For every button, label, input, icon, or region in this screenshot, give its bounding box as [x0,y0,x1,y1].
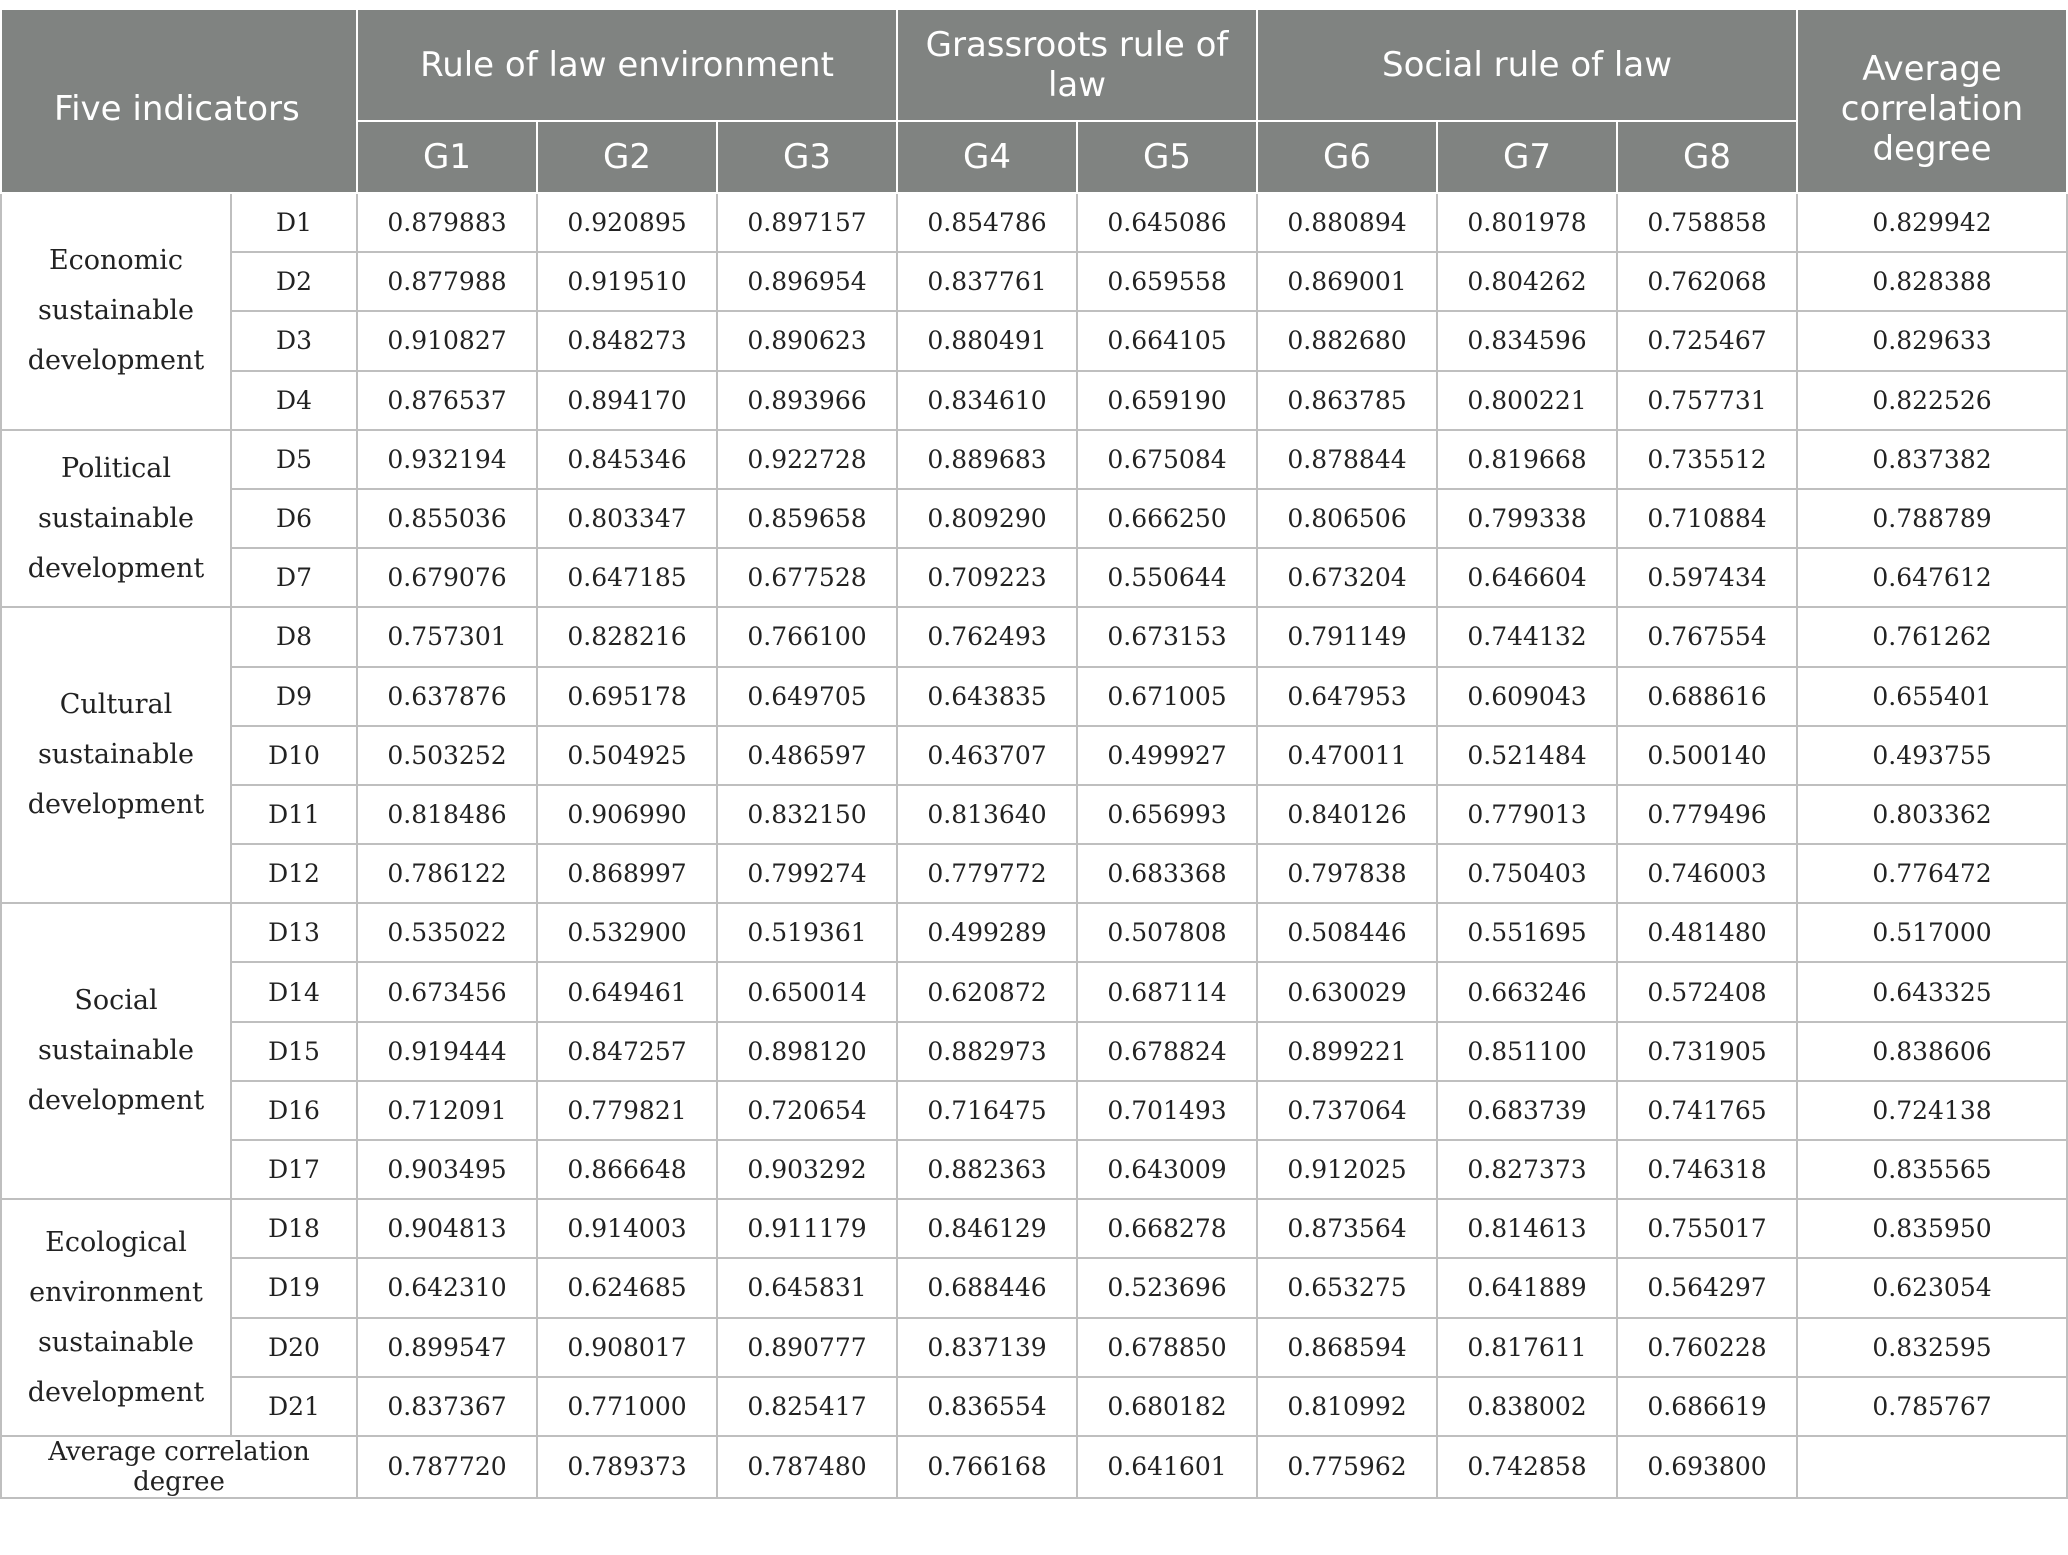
value-cell-g2: 0.920895 [537,193,717,252]
value-cell-g8: 0.686619 [1617,1377,1797,1436]
value-cell-g4: 0.837761 [897,252,1077,311]
value-cell-g3: 0.649705 [717,667,897,726]
footer-value-g6: 0.775962 [1257,1436,1437,1498]
indicator-code: D20 [231,1318,357,1377]
value-cell-g1: 0.679076 [357,548,537,607]
header-row-groups [1,9,2067,121]
value-cell-g6: 0.797838 [1257,844,1437,903]
indicator-code: D13 [231,903,357,962]
value-cell-g2: 0.848273 [537,311,717,370]
value-cell-g8: 0.731905 [1617,1022,1797,1081]
value-cell-g4: 0.762493 [897,607,1077,666]
row-average-cell: 0.517000 [1797,903,2067,962]
value-cell-g2: 0.914003 [537,1199,717,1258]
value-cell-g6: 0.873564 [1257,1199,1437,1258]
category-label: Cultural sustainable development [1,607,231,903]
table-row [1,1081,2067,1140]
value-cell-g2: 0.847257 [537,1022,717,1081]
value-cell-g4: 0.643835 [897,667,1077,726]
value-cell-g6: 0.653275 [1257,1258,1437,1317]
value-cell-g7: 0.663246 [1437,962,1617,1021]
value-cell-g6: 0.912025 [1257,1140,1437,1199]
row-average-cell: 0.655401 [1797,667,2067,726]
correlation-table [0,8,2068,1499]
category-label: Political sustainable development [1,430,231,608]
row-average-cell: 0.828388 [1797,252,2067,311]
value-cell-g1: 0.910827 [357,311,537,370]
value-cell-g5: 0.499927 [1077,726,1257,785]
value-cell-g6: 0.880894 [1257,193,1437,252]
indicator-code: D16 [231,1081,357,1140]
value-cell-g2: 0.504925 [537,726,717,785]
table-row [1,667,2067,726]
value-cell-g2: 0.695178 [537,667,717,726]
value-cell-g3: 0.825417 [717,1377,897,1436]
value-cell-g1: 0.879883 [357,193,537,252]
value-cell-g8: 0.746318 [1617,1140,1797,1199]
value-cell-g6: 0.791149 [1257,607,1437,666]
header-group-grassroots-rule-of-law: Grassroots rule of law [897,9,1257,121]
value-cell-g5: 0.643009 [1077,1140,1257,1199]
value-cell-g7: 0.609043 [1437,667,1617,726]
value-cell-g4: 0.889683 [897,430,1077,489]
row-average-cell: 0.493755 [1797,726,2067,785]
value-cell-g8: 0.760228 [1617,1318,1797,1377]
value-cell-g1: 0.876537 [357,371,537,430]
value-cell-g6: 0.869001 [1257,252,1437,311]
table-row [1,726,2067,785]
value-cell-g4: 0.813640 [897,785,1077,844]
value-cell-g3: 0.650014 [717,962,897,1021]
value-cell-g4: 0.834610 [897,371,1077,430]
value-cell-g2: 0.919510 [537,252,717,311]
value-cell-g7: 0.551695 [1437,903,1617,962]
value-cell-g6: 0.673204 [1257,548,1437,607]
value-cell-g5: 0.550644 [1077,548,1257,607]
value-cell-g8: 0.767554 [1617,607,1797,666]
indicator-code: D4 [231,371,357,430]
value-cell-g3: 0.911179 [717,1199,897,1258]
value-cell-g3: 0.896954 [717,252,897,311]
table-row [1,1022,2067,1081]
indicator-code: D21 [231,1377,357,1436]
value-cell-g8: 0.597434 [1617,548,1797,607]
footer-value-g8: 0.693800 [1617,1436,1797,1498]
value-cell-g6: 0.863785 [1257,371,1437,430]
value-cell-g3: 0.890777 [717,1318,897,1377]
value-cell-g7: 0.817611 [1437,1318,1617,1377]
value-cell-g5: 0.683368 [1077,844,1257,903]
value-cell-g2: 0.866648 [537,1140,717,1199]
header-g8: G8 [1617,121,1797,193]
indicator-code: D18 [231,1199,357,1258]
value-cell-g5: 0.664105 [1077,311,1257,370]
value-cell-g7: 0.683739 [1437,1081,1617,1140]
value-cell-g3: 0.519361 [717,903,897,962]
value-cell-g4: 0.837139 [897,1318,1077,1377]
value-cell-g6: 0.899221 [1257,1022,1437,1081]
indicator-code: D14 [231,962,357,1021]
row-average-cell: 0.822526 [1797,371,2067,430]
value-cell-g2: 0.532900 [537,903,717,962]
value-cell-g1: 0.837367 [357,1377,537,1436]
value-cell-g1: 0.786122 [357,844,537,903]
indicator-code: D5 [231,430,357,489]
header-g4: G4 [897,121,1077,193]
row-average-cell: 0.837382 [1797,430,2067,489]
header-average-correlation: Average correlation degree [1797,9,2067,193]
value-cell-g1: 0.503252 [357,726,537,785]
value-cell-g2: 0.624685 [537,1258,717,1317]
indicator-code: D9 [231,667,357,726]
value-cell-g3: 0.486597 [717,726,897,785]
row-average-cell: 0.835565 [1797,1140,2067,1199]
value-cell-g4: 0.779772 [897,844,1077,903]
header-group-rule-of-law-environment: Rule of law environment [357,9,897,121]
indicator-code: D17 [231,1140,357,1199]
value-cell-g4: 0.809290 [897,489,1077,548]
table-body [1,193,2067,1498]
value-cell-g6: 0.840126 [1257,785,1437,844]
value-cell-g8: 0.572408 [1617,962,1797,1021]
value-cell-g4: 0.463707 [897,726,1077,785]
value-cell-g3: 0.890623 [717,311,897,370]
value-cell-g2: 0.908017 [537,1318,717,1377]
indicator-code: D12 [231,844,357,903]
value-cell-g5: 0.680182 [1077,1377,1257,1436]
value-cell-g6: 0.508446 [1257,903,1437,962]
row-average-cell: 0.647612 [1797,548,2067,607]
value-cell-g6: 0.470011 [1257,726,1437,785]
table-row [1,1199,2067,1258]
value-cell-g4: 0.499289 [897,903,1077,962]
value-cell-g2: 0.868997 [537,844,717,903]
value-cell-g7: 0.801978 [1437,193,1617,252]
footer-average-cell [1797,1436,2067,1498]
indicator-code: D10 [231,726,357,785]
value-cell-g1: 0.899547 [357,1318,537,1377]
value-cell-g4: 0.854786 [897,193,1077,252]
header-g1: G1 [357,121,537,193]
value-cell-g8: 0.741765 [1617,1081,1797,1140]
header-five-indicators: Five indicators [1,9,357,193]
value-cell-g8: 0.755017 [1617,1199,1797,1258]
value-cell-g8: 0.757731 [1617,371,1797,430]
value-cell-g6: 0.810992 [1257,1377,1437,1436]
value-cell-g1: 0.855036 [357,489,537,548]
value-cell-g1: 0.637876 [357,667,537,726]
value-cell-g2: 0.779821 [537,1081,717,1140]
value-cell-g4: 0.880491 [897,311,1077,370]
value-cell-g2: 0.771000 [537,1377,717,1436]
value-cell-g1: 0.877988 [357,252,537,311]
value-cell-g4: 0.882973 [897,1022,1077,1081]
footer-row [1,1436,2067,1498]
value-cell-g3: 0.799274 [717,844,897,903]
table-row [1,252,2067,311]
value-cell-g4: 0.620872 [897,962,1077,1021]
value-cell-g8: 0.725467 [1617,311,1797,370]
value-cell-g2: 0.845346 [537,430,717,489]
footer-value-g3: 0.787480 [717,1436,897,1498]
value-cell-g8: 0.564297 [1617,1258,1797,1317]
value-cell-g3: 0.832150 [717,785,897,844]
table-row [1,962,2067,1021]
table-row [1,193,2067,252]
table-row [1,785,2067,844]
value-cell-g8: 0.746003 [1617,844,1797,903]
table-row [1,903,2067,962]
category-label: Social sustainable development [1,903,231,1199]
value-cell-g5: 0.668278 [1077,1199,1257,1258]
indicator-code: D8 [231,607,357,666]
value-cell-g6: 0.806506 [1257,489,1437,548]
value-cell-g7: 0.814613 [1437,1199,1617,1258]
value-cell-g7: 0.851100 [1437,1022,1617,1081]
table-row [1,311,2067,370]
table-row [1,1318,2067,1377]
value-cell-g4: 0.716475 [897,1081,1077,1140]
value-cell-g4: 0.688446 [897,1258,1077,1317]
table-row [1,1377,2067,1436]
value-cell-g4: 0.882363 [897,1140,1077,1199]
indicator-code: D6 [231,489,357,548]
table-row [1,1258,2067,1317]
value-cell-g8: 0.735512 [1617,430,1797,489]
value-cell-g1: 0.932194 [357,430,537,489]
table-row [1,607,2067,666]
row-average-cell: 0.724138 [1797,1081,2067,1140]
row-average-cell: 0.835950 [1797,1199,2067,1258]
value-cell-g8: 0.758858 [1617,193,1797,252]
header-g7: G7 [1437,121,1617,193]
value-cell-g6: 0.630029 [1257,962,1437,1021]
value-cell-g1: 0.903495 [357,1140,537,1199]
row-average-cell: 0.803362 [1797,785,2067,844]
value-cell-g5: 0.678824 [1077,1022,1257,1081]
value-cell-g3: 0.898120 [717,1022,897,1081]
value-cell-g5: 0.687114 [1077,962,1257,1021]
value-cell-g2: 0.647185 [537,548,717,607]
value-cell-g8: 0.710884 [1617,489,1797,548]
value-cell-g7: 0.799338 [1437,489,1617,548]
value-cell-g7: 0.838002 [1437,1377,1617,1436]
value-cell-g5: 0.673153 [1077,607,1257,666]
value-cell-g3: 0.859658 [717,489,897,548]
table-row [1,489,2067,548]
value-cell-g6: 0.647953 [1257,667,1437,726]
footer-value-g2: 0.789373 [537,1436,717,1498]
indicator-code: D3 [231,311,357,370]
indicator-code: D19 [231,1258,357,1317]
header-group-social-rule-of-law: Social rule of law [1257,9,1797,121]
value-cell-g1: 0.919444 [357,1022,537,1081]
value-cell-g7: 0.827373 [1437,1140,1617,1199]
row-average-cell: 0.761262 [1797,607,2067,666]
value-cell-g1: 0.642310 [357,1258,537,1317]
value-cell-g2: 0.894170 [537,371,717,430]
table-header [1,9,2067,193]
row-average-cell: 0.829942 [1797,193,2067,252]
value-cell-g1: 0.673456 [357,962,537,1021]
header-g3: G3 [717,121,897,193]
value-cell-g8: 0.500140 [1617,726,1797,785]
value-cell-g8: 0.762068 [1617,252,1797,311]
value-cell-g7: 0.804262 [1437,252,1617,311]
category-label: Economic sustainable development [1,193,231,430]
value-cell-g1: 0.712091 [357,1081,537,1140]
value-cell-g3: 0.903292 [717,1140,897,1199]
value-cell-g5: 0.675084 [1077,430,1257,489]
value-cell-g5: 0.671005 [1077,667,1257,726]
value-cell-g4: 0.836554 [897,1377,1077,1436]
header-g5: G5 [1077,121,1257,193]
value-cell-g6: 0.878844 [1257,430,1437,489]
category-label: Ecological environment sustainable development [1,1199,231,1436]
value-cell-g1: 0.818486 [357,785,537,844]
value-cell-g3: 0.766100 [717,607,897,666]
footer-value-g7: 0.742858 [1437,1436,1617,1498]
footer-value-g1: 0.787720 [357,1436,537,1498]
table-row [1,1140,2067,1199]
row-average-cell: 0.788789 [1797,489,2067,548]
value-cell-g1: 0.535022 [357,903,537,962]
value-cell-g6: 0.882680 [1257,311,1437,370]
table-row [1,548,2067,607]
value-cell-g7: 0.834596 [1437,311,1617,370]
value-cell-g5: 0.701493 [1077,1081,1257,1140]
value-cell-g2: 0.803347 [537,489,717,548]
table-row [1,430,2067,489]
value-cell-g2: 0.649461 [537,962,717,1021]
value-cell-g3: 0.677528 [717,548,897,607]
value-cell-g7: 0.750403 [1437,844,1617,903]
value-cell-g8: 0.688616 [1617,667,1797,726]
value-cell-g5: 0.678850 [1077,1318,1257,1377]
value-cell-g7: 0.641889 [1437,1258,1617,1317]
value-cell-g6: 0.868594 [1257,1318,1437,1377]
value-cell-g2: 0.828216 [537,607,717,666]
value-cell-g3: 0.893966 [717,371,897,430]
value-cell-g5: 0.659558 [1077,252,1257,311]
value-cell-g8: 0.481480 [1617,903,1797,962]
value-cell-g3: 0.922728 [717,430,897,489]
value-cell-g5: 0.656993 [1077,785,1257,844]
row-average-cell: 0.785767 [1797,1377,2067,1436]
header-g2: G2 [537,121,717,193]
row-average-cell: 0.832595 [1797,1318,2067,1377]
footer-label: Average correlation degree [1,1436,357,1498]
value-cell-g4: 0.709223 [897,548,1077,607]
indicator-code: D7 [231,548,357,607]
value-cell-g3: 0.645831 [717,1258,897,1317]
indicator-code: D1 [231,193,357,252]
row-average-cell: 0.829633 [1797,311,2067,370]
value-cell-g5: 0.666250 [1077,489,1257,548]
value-cell-g4: 0.846129 [897,1199,1077,1258]
table-row [1,371,2067,430]
value-cell-g5: 0.659190 [1077,371,1257,430]
value-cell-g7: 0.646604 [1437,548,1617,607]
value-cell-g6: 0.737064 [1257,1081,1437,1140]
row-average-cell: 0.838606 [1797,1022,2067,1081]
header-g6: G6 [1257,121,1437,193]
value-cell-g7: 0.744132 [1437,607,1617,666]
table-row [1,844,2067,903]
value-cell-g7: 0.819668 [1437,430,1617,489]
row-average-cell: 0.776472 [1797,844,2067,903]
value-cell-g3: 0.897157 [717,193,897,252]
value-cell-g7: 0.521484 [1437,726,1617,785]
value-cell-g8: 0.779496 [1617,785,1797,844]
indicator-code: D15 [231,1022,357,1081]
value-cell-g7: 0.800221 [1437,371,1617,430]
footer-value-g4: 0.766168 [897,1436,1077,1498]
row-average-cell: 0.643325 [1797,962,2067,1021]
value-cell-g7: 0.779013 [1437,785,1617,844]
value-cell-g5: 0.523696 [1077,1258,1257,1317]
indicator-code: D2 [231,252,357,311]
value-cell-g1: 0.757301 [357,607,537,666]
value-cell-g5: 0.645086 [1077,193,1257,252]
footer-value-g5: 0.641601 [1077,1436,1257,1498]
value-cell-g5: 0.507808 [1077,903,1257,962]
indicator-code: D11 [231,785,357,844]
value-cell-g1: 0.904813 [357,1199,537,1258]
value-cell-g2: 0.906990 [537,785,717,844]
row-average-cell: 0.623054 [1797,1258,2067,1317]
value-cell-g3: 0.720654 [717,1081,897,1140]
